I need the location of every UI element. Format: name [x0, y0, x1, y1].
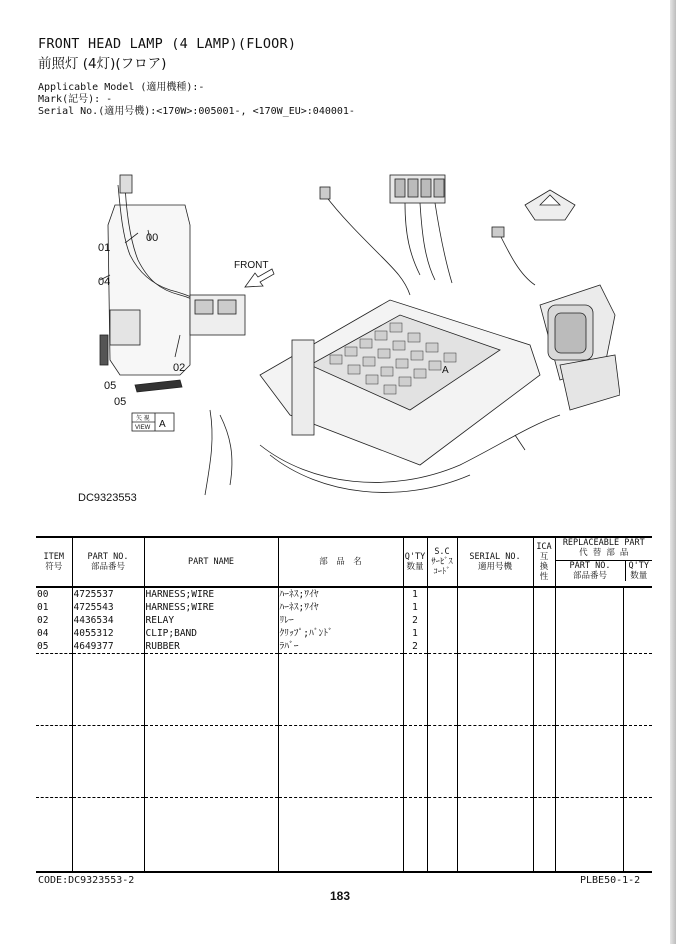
col-part-name: PART NAME	[144, 537, 278, 587]
col-qty: Q'TY 数量	[403, 537, 427, 587]
table-row	[36, 627, 652, 640]
row-part-name-jp: ﾊｰﾈｽ;ﾜｲﾔ	[278, 601, 403, 614]
row-part-no: 4649377	[72, 640, 144, 654]
empty-row-block	[36, 798, 652, 873]
col-part-no: PART NO. 部品番号	[72, 537, 144, 587]
view-label-en: VIEW	[135, 425, 151, 431]
row-qty: 2	[403, 640, 427, 654]
page-edge	[670, 0, 676, 944]
callout-a: A	[442, 365, 449, 376]
row-part-name-jp: ﾘﾚｰ	[278, 614, 403, 627]
row-qty: 1	[403, 587, 427, 601]
table-row	[36, 640, 652, 654]
empty-row-block	[36, 654, 652, 726]
row-part-name: HARNESS;WIRE	[144, 601, 278, 614]
col-ica: ICA 互 換 性	[533, 537, 555, 587]
row-part-name: RELAY	[144, 614, 278, 627]
row-item: 00	[36, 587, 72, 601]
col-part-name-jp: 部 品 名	[278, 537, 403, 587]
row-item: 01	[36, 601, 72, 614]
detail-view-a	[100, 175, 245, 392]
callout-00: 00	[146, 232, 159, 244]
col-rep-part-no: PART NO.	[569, 561, 611, 571]
main-harness-assembly	[205, 175, 620, 495]
row-part-no: 4055312	[72, 627, 144, 640]
row-part-name: HARNESS;WIRE	[144, 587, 278, 601]
row-part-name: RUBBER	[144, 640, 278, 654]
table-row	[36, 601, 652, 614]
page-subtitle-jp: 前照灯 (4灯)(フロア)	[38, 56, 167, 72]
diagram-code: DC9323553	[78, 492, 137, 504]
row-part-no: 4725537	[72, 587, 144, 601]
col-service-code: S.C ｻｰﾋﾞｽ ｺｰﾄﾞ	[427, 537, 457, 587]
callout-01: 01	[98, 242, 111, 254]
col-replaceable-part: REPLACEABLE PART 代 替 部 品 PART NO. 部品番号 Q'TY 数量	[555, 537, 652, 587]
footer-code: CODE:DC9323553-2	[38, 875, 135, 886]
parts-table	[36, 536, 652, 873]
row-part-name-jp: ｸﾘｯﾌﾟ;ﾊﾞﾝﾄﾞ	[278, 627, 403, 640]
col-rep-qty: Q'TY	[628, 561, 649, 571]
row-item: 04	[36, 627, 72, 640]
serial-number-range: Serial No.(適用号機):<170W>:005001-, <170W_EU>:040001-	[38, 106, 355, 117]
table-row	[36, 614, 652, 627]
col-item: ITEM 符号	[36, 537, 72, 587]
callout-04: 04	[98, 276, 111, 288]
table-row	[36, 587, 652, 601]
front-label: FRONT	[234, 260, 269, 271]
row-part-name-jp: ﾊｰﾈｽ;ﾜｲﾔ	[278, 587, 403, 601]
front-arrow-icon	[245, 269, 274, 287]
row-part-no: 4725543	[72, 601, 144, 614]
page-title: FRONT HEAD LAMP (4 LAMP)(FLOOR)	[38, 36, 297, 52]
callout-05-upper: 05	[104, 380, 117, 392]
mark-label: Mark(記号): -	[38, 94, 113, 105]
page-number: 183	[330, 889, 351, 903]
row-part-name-jp: ﾗﾊﾞｰ	[278, 640, 403, 654]
col-serial-no: SERIAL NO. 適用号機	[457, 537, 533, 587]
table-header-row	[36, 537, 652, 587]
row-part-no: 4436534	[72, 614, 144, 627]
row-item: 02	[36, 614, 72, 627]
row-qty: 2	[403, 614, 427, 627]
view-letter: A	[159, 419, 166, 430]
exploded-diagram	[60, 165, 620, 515]
empty-row-block	[36, 726, 652, 798]
row-part-name: CLIP;BAND	[144, 627, 278, 640]
footer-page-ref: PLBE50-1-2	[580, 875, 641, 886]
callout-02: 02	[173, 362, 186, 374]
row-item: 05	[36, 640, 72, 654]
applicable-model: Applicable Model (適用機種):-	[38, 82, 205, 93]
row-qty: 1	[403, 627, 427, 640]
view-label-jp: 矢 視	[136, 416, 150, 422]
callout-05-lower: 05	[114, 396, 127, 408]
row-qty: 1	[403, 601, 427, 614]
